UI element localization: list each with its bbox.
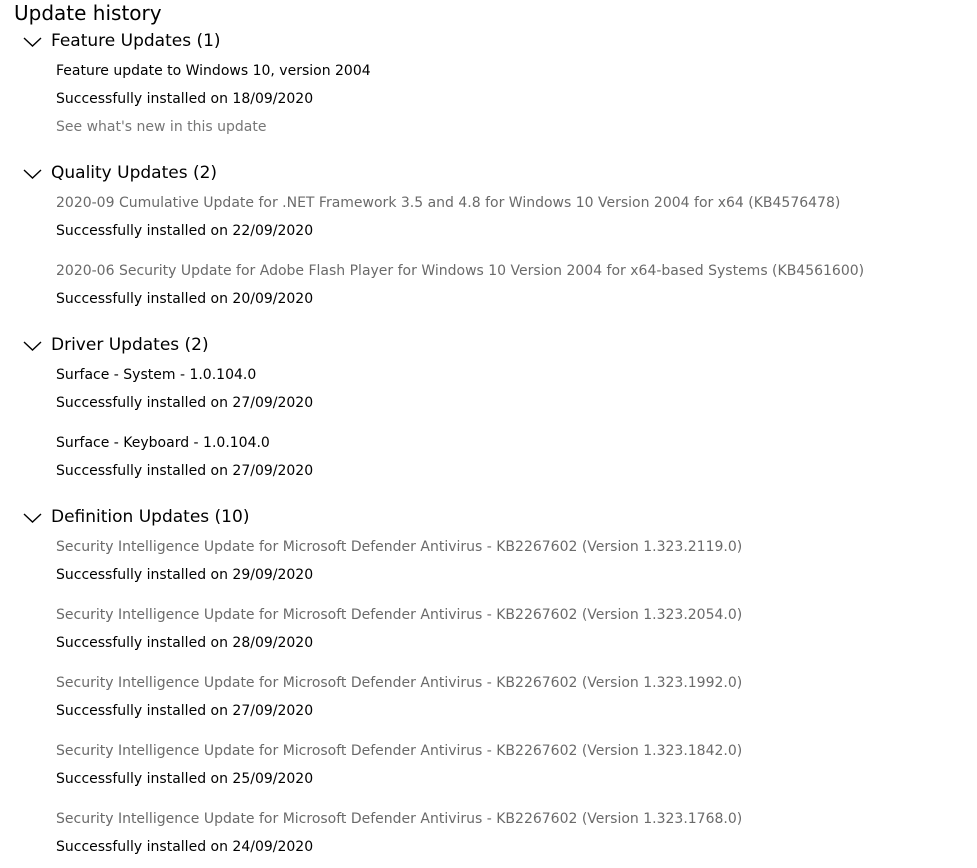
update-status: Successfully installed on 24/09/2020 — [56, 839, 314, 855]
update-title-link[interactable]: Security Intelligence Update for Microsoft Defender Antivirus - KB2267602 (Version 1.323.2054.0) — [56, 607, 743, 623]
update-title-link[interactable]: Security Intelligence Update for Microsoft Defender Antivirus - KB2267602 (Version 1.323.2119.0) — [56, 539, 743, 555]
update-status: Successfully installed on 29/09/2020 — [56, 567, 314, 583]
update-title-link[interactable]: Security Intelligence Update for Microsoft Defender Antivirus - KB2267602 (Version 1.323.1842.0) — [56, 743, 743, 759]
chevron-down-icon — [22, 504, 43, 530]
group-header-driver-updates[interactable] — [22, 332, 209, 358]
update-status: Successfully installed on 20/09/2020 — [56, 291, 314, 307]
update-title: Surface - System - 1.0.104.0 — [56, 367, 257, 383]
update-title-link[interactable]: Security Intelligence Update for Microsoft Defender Antivirus - KB2267602 (Version 1.323.1768.0) — [56, 811, 743, 827]
update-title-link[interactable]: Security Intelligence Update for Microsoft Defender Antivirus - KB2267602 (Version 1.323.1992.0) — [56, 675, 743, 691]
update-status: Successfully installed on 27/09/2020 — [56, 463, 314, 479]
group-label: Driver Updates (2) — [51, 335, 209, 355]
group-label: Feature Updates (1) — [51, 31, 221, 51]
update-title: Feature update to Windows 10, version 2004 — [56, 63, 371, 79]
update-status: Successfully installed on 28/09/2020 — [56, 635, 314, 651]
update-title: Surface - Keyboard - 1.0.104.0 — [56, 435, 270, 451]
update-status: Successfully installed on 18/09/2020 — [56, 91, 314, 107]
update-title-link[interactable]: 2020-09 Cumulative Update for .NET Framework 3.5 and 4.8 for Windows 10 Version 2004 for x64 (KB4576478) — [56, 195, 841, 211]
update-status: Successfully installed on 25/09/2020 — [56, 771, 314, 787]
group-header-quality-updates[interactable] — [22, 160, 217, 186]
update-status: Successfully installed on 22/09/2020 — [56, 223, 314, 239]
chevron-down-icon — [22, 28, 43, 54]
update-status: Successfully installed on 27/09/2020 — [56, 395, 314, 411]
update-status: Successfully installed on 27/09/2020 — [56, 703, 314, 719]
see-whats-new-link[interactable]: See what's new in this update — [56, 119, 267, 135]
chevron-down-icon — [22, 160, 43, 186]
group-header-definition-updates[interactable] — [22, 504, 249, 530]
group-label: Definition Updates (10) — [51, 507, 250, 527]
chevron-down-icon — [22, 332, 43, 358]
page-title: Update history — [14, 1, 162, 25]
group-label: Quality Updates (2) — [51, 163, 218, 183]
group-header-feature-updates[interactable] — [22, 28, 221, 54]
update-title-link[interactable]: 2020-06 Security Update for Adobe Flash Player for Windows 10 Version 2004 for x64-based Systems (KB4561600) — [56, 263, 865, 279]
